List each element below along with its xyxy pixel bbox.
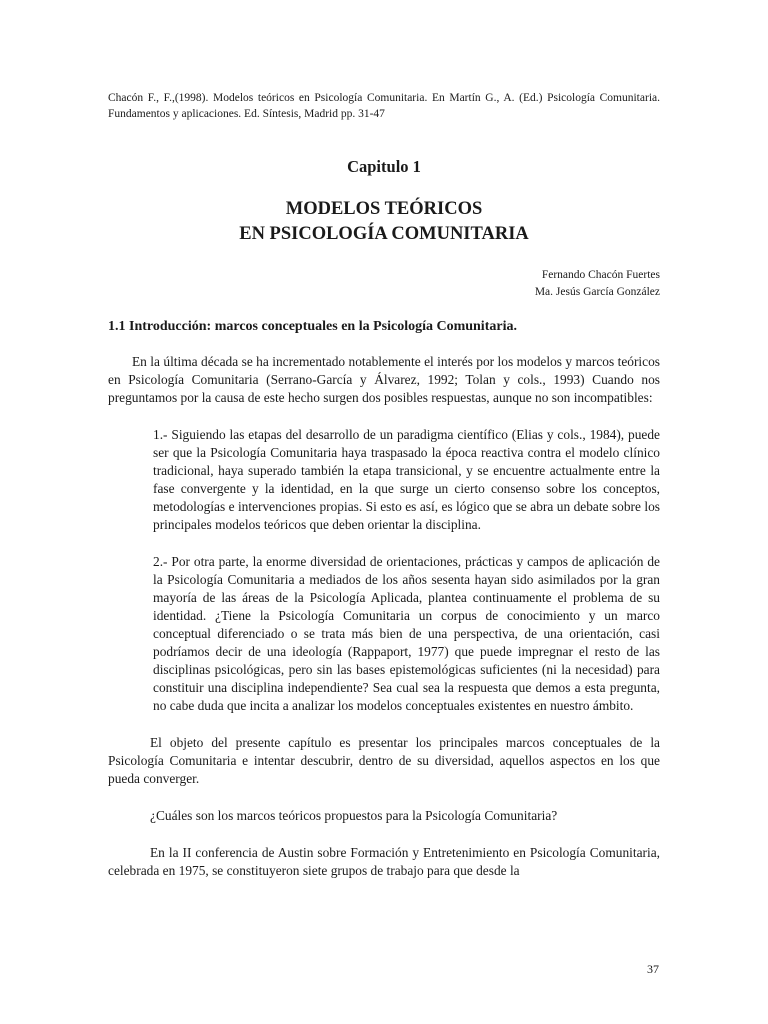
paragraph-point-2: 2.- Por otra parte, la enorme diversidad de orientaciones, prácticas y campos de aplicación de la Psicología Comunitaria a mediados de los años sesenta hayan sido asimilados por la gran mayoría de las áreas de la Psicología Aplicada, plantea continuamente el problema de su identidad. ¿Tiene la Psicología Comunitaria un corpus de conocimiento y un marco conceptual diferenciado o se trata más bien de una perspectiva, de una orientación, casi podríamos decir de una ideología (Rappaport, 1977) que puede impregnar el resto de las disciplinas psicológicas, pero sin las bases epistemológicas suficientes (ni la necesidad) para constituir una disciplina independiente? Sea cual sea la respuesta que demos a esta pregunta, no cabe duda que incita a analizar los modelos conceptuales existentes en nuestro ámbito.	[153, 554, 660, 713]
page-title	[108, 197, 660, 247]
paragraph-austin: En la II conferencia de Austin sobre Formación y Entretenimiento en Psicología Comunitaria, celebrada en 1975, se constituyeron siete grupos de trabajo para que desde la	[108, 845, 660, 878]
paragraph-intro: En la última década se ha incrementado notablemente el interés por los modelos y marcos teóricos en Psicología Comunitaria (Serrano-García y Álvarez, 1992; Tolan y cols., 1993) Cuando nos preguntamos por la causa de este hecho surgen dos posibles respuestas, aunque no son incompatibles:	[108, 354, 660, 405]
title-line-2: EN PSICOLOGÍA COMUNITARIA	[239, 224, 529, 244]
chapter-label: Capitulo 1	[347, 157, 421, 176]
paragraph-point-1: 1.- Siguiendo las etapas del desarrollo de un paradigma científico (Elias y cols., 1984), puede ser que la Psicología Comunitaria haya traspasado la época reactiva contra el modelo clínico tradicional, haya superado también la etapa transicional, y se encuentre actualmente entre la fase convergente y la identidad, en la que surge un cierto consenso sobre los conceptos, metodologías e intervenciones propias. Si esto es así, es lógico que se abra un debate sobre los principales modelos teóricos que deben orientar la disciplina.	[153, 427, 660, 532]
title-line-1: MODELOS TEÓRICOS	[285, 199, 483, 219]
authors	[108, 267, 660, 301]
section-heading: 1.1 Introducción: marcos conceptuales en la Psicología Comunitaria.	[108, 319, 517, 334]
author-2: Ma. Jesús García González	[534, 286, 660, 298]
paragraph-objective: El objeto del presente capítulo es presentar los principales marcos conceptuales de la Psicología Comunitaria e intentar descubrir, dentro de su diversidad, aquellos aspectos en los que pueda converger.	[108, 735, 660, 786]
paragraph-question: ¿Cuáles son los marcos teóricos propuestos para la Psicología Comunitaria?	[150, 808, 558, 823]
citation: Chacón F., F.,(1998). Modelos teóricos en Psicología Comunitaria. En Martín G., A. (Ed.) Psicología Comunitaria. Fundamentos y aplicaciones. Ed. Síntesis, Madrid pp. 31-47	[108, 92, 660, 120]
document-page	[108, 90, 660, 880]
author-1: Fernando Chacón Fuertes	[541, 269, 660, 281]
page-number: 37	[647, 962, 659, 976]
